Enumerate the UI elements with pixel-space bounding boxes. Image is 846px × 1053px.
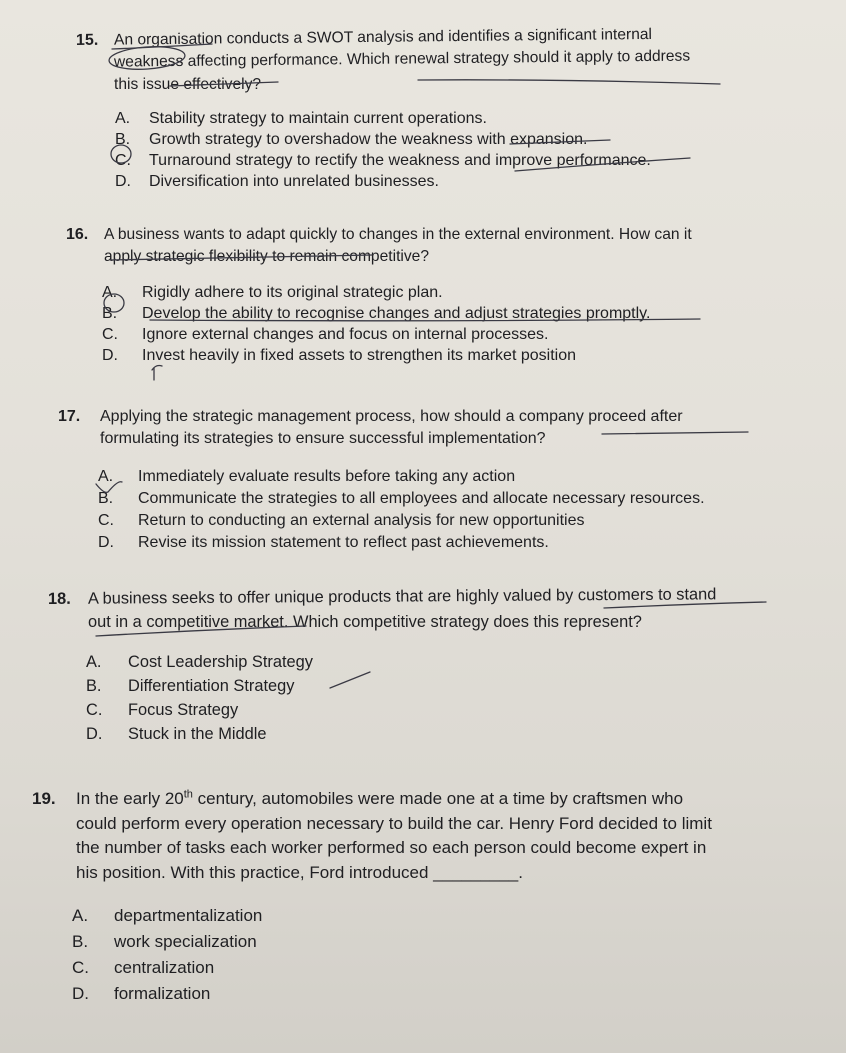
question-stem: 19. In the early 20th century, automobiles were made one at a time by craftsmen who could perform every operation necessary to build the car. Henry Ford decided to limit the number of tasks each worker performed so each person could become expert in his position. With this practice, Ford introduced _________. — [32, 788, 712, 882]
option-c[interactable]: C. centralization — [72, 958, 215, 977]
options-list — [86, 650, 818, 746]
options-list — [102, 282, 806, 366]
option-d[interactable]: D. Revise its mission statement to reflect past achievements. — [98, 534, 549, 551]
question-number: 18. — [47, 589, 71, 608]
question-stem: 15. An organisation conducts a SWOT analysis and identifies a significant internal weakness affecting performance. Which renewal strategy should it apply to address this issue effectively? — [75, 25, 691, 93]
question-17 — [58, 406, 818, 554]
option-b[interactable]: B. Develop the ability to recognise changes and adjust strategies promptly. — [102, 305, 651, 322]
option-b[interactable]: B. Differentiation Strategy — [86, 677, 295, 695]
question-19 — [32, 787, 822, 1007]
option-c[interactable]: C. Ignore external changes and focus on internal processes. — [102, 326, 549, 343]
question-stem: 18. A business seeks to offer unique products that are highly valued by customers to stand out in a competitive market. Which competitive strategy does this represent? — [47, 585, 717, 631]
option-a[interactable]: A. departmentalization — [72, 906, 263, 925]
question-number: 16. — [66, 226, 89, 243]
question-15 — [75, 25, 806, 192]
question-number: 19. — [32, 789, 56, 808]
option-d[interactable]: D. formalization — [72, 984, 211, 1003]
option-a[interactable]: A. Cost Leadership Strategy — [86, 653, 313, 671]
option-d[interactable]: D. Invest heavily in fixed assets to strengthen its market position — [102, 347, 576, 364]
option-a[interactable]: A. Stability strategy to maintain current operations. — [115, 110, 487, 127]
question-16 — [66, 224, 806, 366]
option-b[interactable]: B. work specialization — [72, 932, 257, 951]
option-d[interactable]: D. Diversification into unrelated businesses. — [115, 173, 439, 190]
question-number: 17. — [58, 408, 81, 425]
option-d[interactable]: D. Stuck in the Middle — [86, 725, 267, 743]
question-18 — [47, 585, 818, 746]
question-number: 15. — [75, 31, 99, 49]
options-list — [98, 466, 818, 554]
options-list — [72, 903, 822, 1007]
option-a[interactable]: A. Rigidly adhere to its original strategic plan. — [102, 284, 443, 301]
option-c[interactable]: C. Turnaround strategy to rectify the weakness and improve performance. — [115, 152, 651, 169]
options-list — [115, 108, 806, 192]
option-a[interactable]: A. Immediately evaluate results before taking any action — [98, 468, 516, 485]
option-b[interactable]: B. Growth strategy to overshadow the weakness with expansion. — [115, 131, 588, 148]
option-c[interactable]: C. Return to conducting an external analysis for new opportunities — [98, 512, 585, 529]
stray-mark-16 — [152, 366, 162, 381]
option-b[interactable]: B. Communicate the strategies to all employees and allocate necessary resources. — [98, 490, 705, 507]
question-stem: 16. A business wants to adapt quickly to changes in the external environment. How can it apply strategic flexibility to remain competitive? — [66, 226, 692, 265]
option-c[interactable]: C. Focus Strategy — [86, 701, 239, 719]
question-stem: 17. Applying the strategic management process, how should a company proceed after formulating its strategies to ensure successful implementation? — [58, 408, 683, 447]
